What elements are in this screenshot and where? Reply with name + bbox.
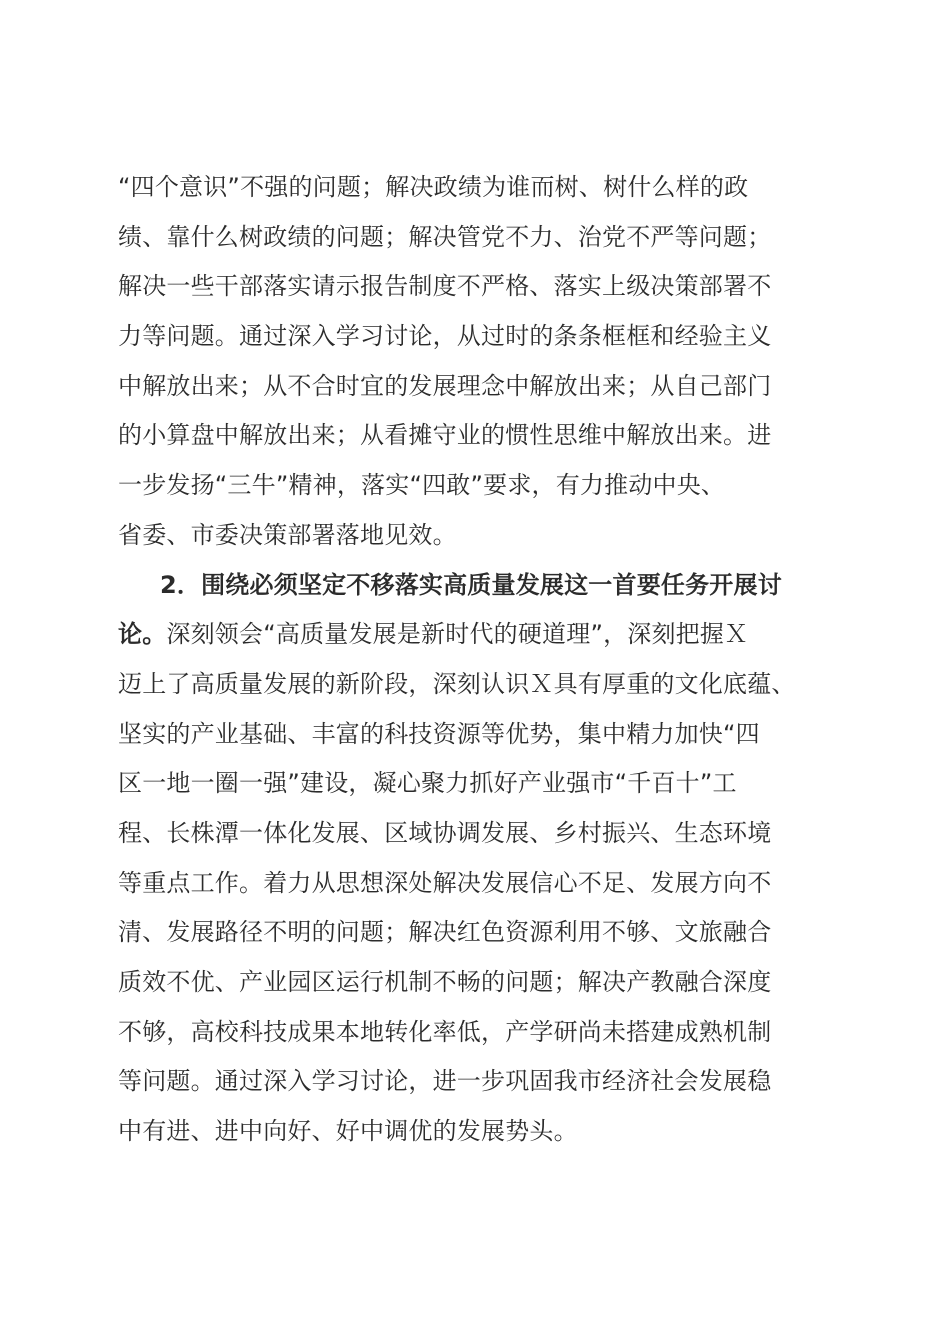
section-heading-continuation xyxy=(118,610,838,660)
paragraph-line: 清、发展路径不明的问题；解决红色资源利用不够、文旅融合 xyxy=(118,918,772,947)
paragraph-line: 一步发扬“三牛”精神，落实“四敢”要求，有力推动中央、 xyxy=(118,471,726,500)
paragraph-line: 中解放出来；从不合时宜的发展理念中解放出来；从自己部门 xyxy=(118,371,772,400)
paragraph-line: “四个意识”不强的问题；解决政绩为谁而树、树什么样的政 xyxy=(118,173,749,201)
paragraph-line: 省委、市委决策部署落地见效。 xyxy=(118,520,457,549)
paragraph-line: 力等问题。通过深入学习讨论，从过时的条条框框和经验主义 xyxy=(118,322,772,351)
document-body xyxy=(118,163,838,1157)
paragraph-line: 程、长株潭一体化发展、区域协调发展、乡村振兴、生态环境 xyxy=(118,818,772,847)
paragraph-line: 中有进、进中向好、好中调优的发展势头。 xyxy=(118,1117,578,1146)
section-heading: 2．围绕必须坚定不移落实高质量发展这一首要任务开展讨 xyxy=(160,570,782,599)
paragraph-line: 质效不优、产业园区运行机制不畅的问题；解决产教融合深度 xyxy=(118,968,772,996)
paragraph-line: 的小算盘中解放出来；从看摊守业的惯性思维中解放出来。进 xyxy=(118,421,772,450)
paragraph-line: 不够，高校科技成果本地转化率低，产学研尚未搭建成熟机制 xyxy=(118,1017,772,1046)
paragraph-text: 深刻领会“高质量发展是新时代的硬道理”，深刻把握Ｘ xyxy=(166,620,749,649)
paragraph-line: 等问题。通过深入学习讨论，进一步巩固我市经济社会发展稳 xyxy=(118,1067,772,1096)
paragraph-line: 解决一些干部落实请示报告制度不严格、落实上级决策部署不 xyxy=(118,272,772,301)
paragraph-line: 迈上了高质量发展的新阶段，深刻认识Ｘ具有厚重的文化底蕴、 xyxy=(118,669,796,698)
paragraph-line: 区一地一圈一强”建设，凝心聚力抓好产业强市“千百十”工 xyxy=(118,769,737,798)
section-heading-tail: 论。 xyxy=(118,620,167,649)
paragraph-line: 坚实的产业基础、丰富的科技资源等优势，集中精力加快“四 xyxy=(118,719,760,748)
paragraph-line: 等重点工作。着力从思想深处解决发展信心不足、发展方向不 xyxy=(118,868,772,897)
paragraph-line: 绩、靠什么树政绩的问题；解决管党不力、治党不严等问题； xyxy=(118,222,772,251)
